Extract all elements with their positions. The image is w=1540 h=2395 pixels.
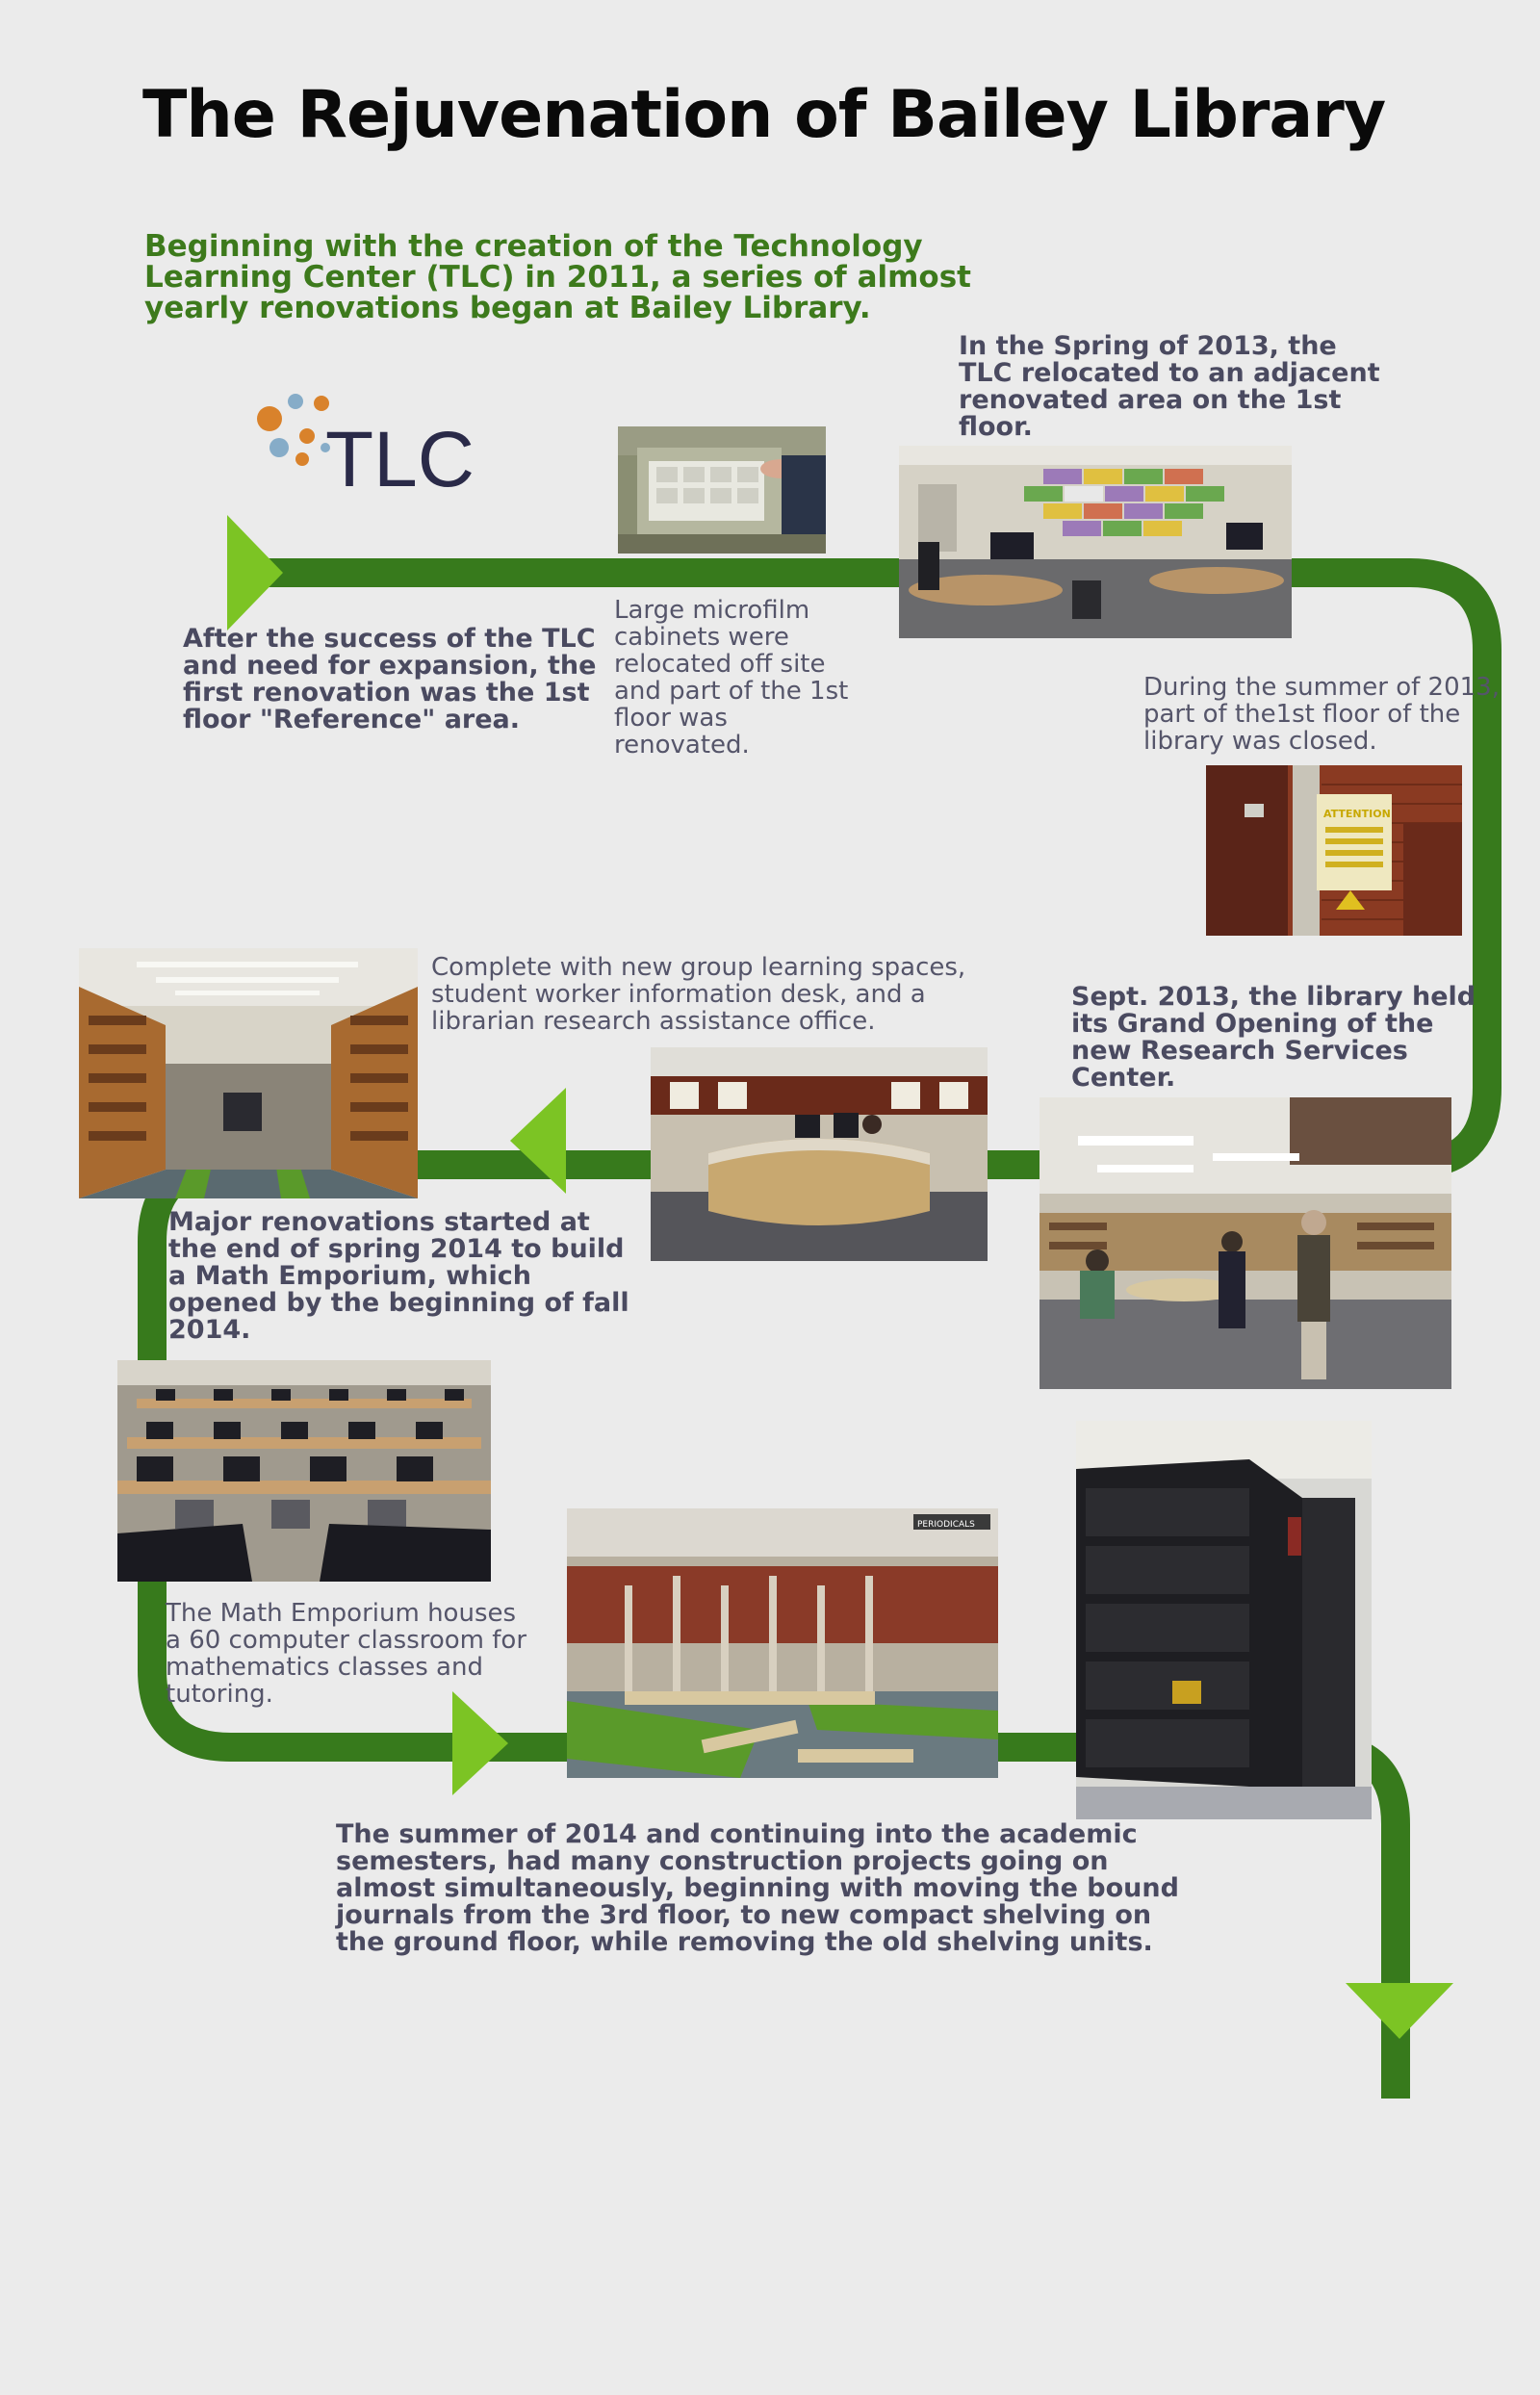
attention-sign-text: ATTENTION (1323, 808, 1391, 820)
photo-grand-opening (1040, 1097, 1451, 1389)
caption-tlc-relocated: In the Spring of 2013, the TLC relocated to an adjacent renovated area on the 1st floor. (959, 331, 1380, 442)
photo-compact-shelving (1076, 1421, 1372, 1819)
caption-summer-2014: The summer of 2014 and continuing into the academic semesters, had many construction projects going on almost simultaneously, beginning with moving the bound journals from the 3rd floor, to new compact shelving on the ground floor, while removing the old shelving units. (336, 1819, 1179, 1957)
page-title: The Rejuvenation of Bailey Library (142, 77, 1386, 153)
caption-math-houses: The Math Emporium houses a 60 computer classroom for mathematics classes and tutoring. (166, 1599, 527, 1709)
intro-text: Beginning with the creation of the Technology Learning Center (TLC) in 2011, a series of almost yearly renovations began at Bailey Library. (144, 229, 971, 325)
photo-math-emporium-classroom (117, 1360, 491, 1582)
caption-microfilm: Large microfilm cabinets were relocated off site and part of the 1st floor was renovated. (614, 596, 849, 760)
tlc-logo-text: TLC (325, 416, 475, 503)
photo-construction-periodicals (567, 1508, 998, 1778)
caption-math-start: Major renovations started at the end of spring 2014 to build a Math Emporium, which opened by the beginning of fall 2014. (168, 1207, 629, 1345)
photo-closed-area-sign (1206, 765, 1462, 936)
tlc-logo (252, 390, 475, 503)
arrow-down-4 (1346, 1983, 1453, 2039)
caption-grand-opening: Sept. 2013, the library held its Grand Opening of the new Research Services Center. (1071, 982, 1476, 1093)
arrow-right-1 (227, 515, 283, 631)
photo-reference-area (79, 948, 418, 1198)
caption-reference-area: After the success of the TLC and need for expansion, the first renovation was the 1st floor "Reference" area. (183, 624, 597, 734)
photo-tlc-relocated (899, 446, 1292, 638)
photo-information-desk (651, 1047, 988, 1261)
periodicals-sign-text: PERIODICALS (917, 1520, 975, 1530)
photo-microfilm-cabinet (618, 426, 826, 554)
caption-summer-closed: During the summer of 2013, part of the1st floor of the library was closed. (1143, 673, 1500, 756)
caption-group-spaces: Complete with new group learning spaces, student worker information desk, and a librarian research assistance office. (431, 953, 966, 1036)
